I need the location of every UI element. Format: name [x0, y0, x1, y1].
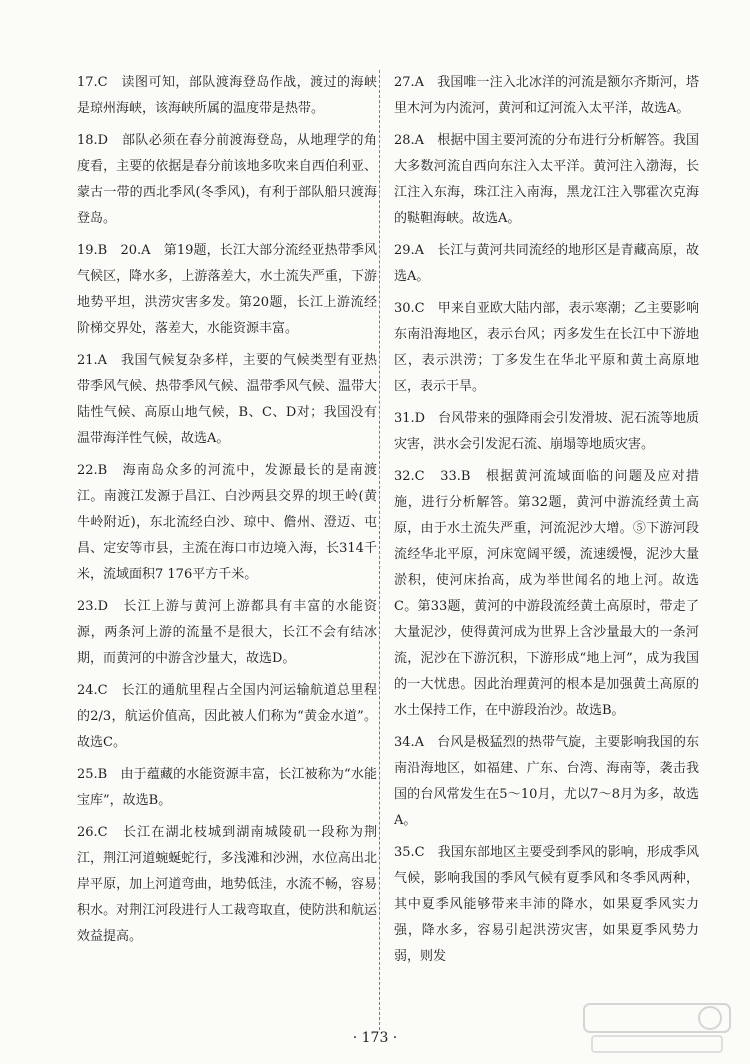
answer-text: 34.A 台风是极猛烈的热带气旋，主要影响我国的东南沿海地区，如福建、广东、台湾、海南等，袭击我国的台风常发生在5～10月，尤以7～8月为多，故选A。	[394, 735, 699, 828]
answer-text: 35.C 我国东部地区主要受到季风的影响，形成季风气候，影响我国的季风气候有夏季风和冬季风两种，其中夏季风能够带来丰沛的降水，如果夏季风实力强，降水多，容易引起洪涝灾害，如果夏季风势力弱，则发	[394, 845, 699, 964]
answer-item	[77, 70, 377, 122]
answer-text: 22.B 海南岛众多的河流中，发源最长的是南渡江。南渡江发源于昌江、白沙两县交界的坝王岭(黄牛岭附近)，东北流经白沙、琼中、儋州、澄迈、屯昌、定安等市县，主流在海口市边境入海，长314千米，流域面积7 176平方千米。	[77, 463, 377, 582]
answer-text: 25.B 由于蕴藏的水能资源丰富，长江被称为“水能宝库”，故选B。	[77, 767, 377, 808]
answer-item	[77, 594, 377, 672]
answer-item	[394, 730, 699, 834]
answer-item	[77, 820, 377, 950]
answer-item	[394, 70, 699, 122]
answer-item	[77, 238, 377, 342]
answer-text: 24.C 长江的通航里程占全国内河运输航道总里程的2/3，航运价值高，因此被人们称为“黄金水道”。故选C。	[77, 683, 377, 750]
answer-item	[77, 678, 377, 756]
answer-text: 29.A 长江与黄河共同流经的地形区是青藏高原，故选A。	[394, 243, 699, 284]
watermark-logo-icon	[582, 1000, 732, 1056]
answer-item	[394, 406, 699, 458]
page-number: · 173 ·	[352, 1030, 398, 1046]
answer-item	[394, 128, 699, 232]
answer-item	[394, 296, 699, 400]
answer-item	[394, 238, 699, 290]
right-column	[394, 70, 699, 970]
answer-text: 31.D 台风带来的强降雨会引发滑坡、泥石流等地质灾害，洪水会引发泥石流、崩塌等地质灾害。	[394, 411, 699, 452]
left-column	[77, 70, 377, 950]
answer-item	[394, 840, 699, 970]
answer-item	[394, 464, 699, 724]
answer-text: 30.C 甲来自亚欧大陆内部，表示寒潮；乙主要影响东南沿海地区，表示台风；丙多发生在长江中下游地区，表示洪涝；丁多发生在华北平原和黄土高原地区，表示干旱。	[394, 301, 699, 394]
answer-text: 27.A 我国唯一注入北冰洋的河流是额尔齐斯河，塔里木河为内流河，黄河和辽河流入太平洋，故选A。	[394, 75, 699, 116]
answer-item	[77, 458, 377, 588]
answer-item	[77, 762, 377, 814]
answer-text: 26.C 长江在湖北枝城到湖南城陵矶一段称为荆江，荆江河道蜿蜒蛇行，多浅滩和沙洲，水位高出北岸平原，加上河道弯曲，地势低洼，水流不畅，容易积水。对荆江河段进行人工裁弯取直，使防洪和航运效益提高。	[77, 825, 377, 944]
answer-text: 17.C 读图可知，部队渡海登岛作战，渡过的海峡是琼州海峡，该海峡所属的温度带是热带。	[77, 75, 377, 116]
answer-text: 21.A 我国气候复杂多样，主要的气候类型有亚热带季风气候、热带季风气候、温带季风气候、温带大陆性气候、高原山地气候，B、C、D对；我国没有温带海洋性气候，故选A。	[77, 353, 377, 446]
answer-item	[77, 348, 377, 452]
answer-text: 23.D 长江上游与黄河上游都具有丰富的水能资源，两条河上游的流量不是很大，长江不会有结冰期，而黄河的中游含沙量大，故选D。	[77, 599, 377, 666]
answer-text: 18.D 部队必须在春分前渡海登岛，从地理学的角度看，主要的依据是春分前该地多吹来自西伯利亚、蒙古一带的西北季风(冬季风)，有利于部队船只渡海登岛。	[77, 133, 377, 226]
answer-text: 32.C 33.B 根据黄河流域面临的问题及应对措施，进行分析解答。第32题，黄河中游流经黄土高原，由于水土流失严重，河流泥沙大增。⑤下游河段流经华北平原，河床宽阔平缓，流速缓慢，泥沙大量淤积，使河床抬高，成为举世闻名的地上河。故选C。第33题，黄河的中游段流经黄土高原时，带走了大量泥沙，使得黄河成为世界上含沙量最大的一条河流，泥沙在下游沉积，下游形成“地上河”，成为我国的一大忧患。因此治理黄河的根本是加强黄土高原的水土保持工作，在中游段治沙。故选B。	[394, 469, 699, 718]
answer-text: 28.A 根据中国主要河流的分布进行分析解答。我国大多数河流自西向东注入太平洋。黄河注入渤海，长江注入东海，珠江注入南海，黑龙江注入鄂霍次克海的鞑靼海峡。故选A。	[394, 133, 699, 226]
answer-item	[77, 128, 377, 232]
column-divider	[379, 70, 380, 1030]
answer-text: 19.B 20.A 第19题，长江大部分流经亚热带季风气候区，降水多，上游落差大，水土流失严重，下游地势平坦，洪涝灾害多发。第20题，长江上游流经阶梯交界处，落差大，水能资源丰富。	[77, 243, 377, 336]
